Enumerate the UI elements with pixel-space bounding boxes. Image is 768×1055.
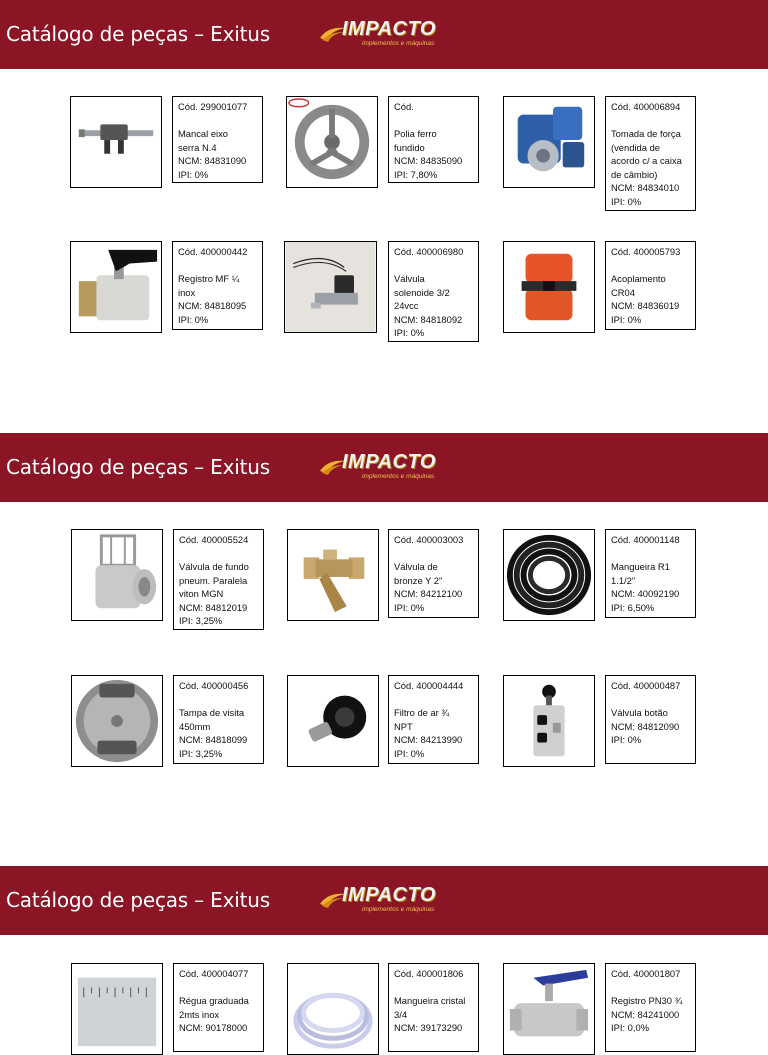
item-ncm: NCM: 84213990: [394, 734, 463, 745]
impacto-logo: IMPACTO implementos e máquinas: [318, 16, 450, 54]
item-desc: Válvula de: [394, 561, 438, 572]
item-ncm: NCM: 84834010: [611, 182, 680, 193]
item-ipi: IPI: 0%: [394, 601, 425, 613]
item-label: [173, 529, 264, 630]
catalog-page-3: [0, 866, 768, 1033]
item-code: Cód. 400006980: [394, 246, 464, 257]
item-desc: Régua graduada: [179, 995, 249, 1006]
item-desc: bronze Y 2": [394, 574, 443, 586]
item-ncm: NCM: 84831090: [178, 155, 247, 166]
item-desc: solenoide 3/2: [394, 286, 450, 298]
item-label: [605, 529, 696, 618]
item-code: Cód. 400000456: [179, 680, 249, 691]
coupling-icon: [503, 241, 595, 333]
clear-hose-icon: [287, 963, 379, 1055]
item-ipi: IPI: 0%: [611, 195, 642, 207]
item-label: [173, 963, 264, 1052]
ruler-icon: [71, 963, 163, 1055]
item-ipi: IPI: 0%: [611, 313, 642, 325]
push-button-valve-icon: [503, 675, 595, 767]
banner-title: Catálogo de peças – Exitus: [6, 455, 270, 479]
item-label: [172, 241, 263, 330]
item-code: Cód. 400001807: [611, 968, 681, 979]
item-code: Cód.: [394, 101, 414, 112]
item-code: Cód. 400001148: [611, 534, 680, 545]
item-ipi: IPI: 0%: [394, 747, 425, 759]
item-label: [605, 963, 696, 1052]
item-ncm: NCM: 40092190: [611, 588, 680, 599]
y-strainer-icon: [287, 529, 379, 621]
item-desc: Filtro de ar ¾: [394, 707, 450, 718]
catalog-page-2: [0, 433, 768, 866]
item-desc: de câmbio): [611, 168, 658, 180]
item-desc: viton MGN: [179, 588, 224, 599]
manhole-cover-icon: [71, 675, 163, 767]
item-desc: 1.1/2": [611, 574, 636, 586]
item-ncm: NCM: 84212100: [394, 588, 463, 599]
item-desc: Válvula: [394, 273, 425, 284]
item-code: Cód. 400005793: [611, 246, 681, 257]
item-desc: Mangueira R1: [611, 561, 670, 572]
item-ipi: IPI: 3,25%: [179, 747, 223, 759]
item-label: [605, 96, 696, 211]
item-label: [388, 675, 479, 764]
item-desc: NPT: [394, 720, 413, 732]
item-ncm: NCM: 39173290: [394, 1022, 463, 1033]
item-label: [388, 96, 479, 183]
item-label: [388, 241, 479, 342]
catalog-page-1: [0, 0, 768, 433]
item-ipi: IPI: 0%: [178, 168, 209, 180]
item-desc: Tomada de força: [611, 128, 681, 139]
pulley-icon: [286, 96, 378, 188]
item-label: [605, 675, 696, 764]
item-desc: acordo c/ a caixa: [611, 155, 682, 166]
item-desc: Mancal eixo: [178, 128, 229, 139]
item-desc: serra N.4: [178, 141, 217, 153]
item-ncm: NCM: 84836019: [611, 300, 680, 311]
item-ncm: NCM: 84818095: [178, 300, 247, 311]
solenoid-valve-icon: [284, 241, 377, 333]
item-desc: Válvula botão: [611, 707, 668, 718]
item-label: [388, 963, 479, 1052]
item-desc: 3/4: [394, 1008, 408, 1020]
item-label: [605, 241, 696, 330]
bottom-valve-icon: [71, 529, 163, 621]
air-filter-icon: [287, 675, 379, 767]
item-code: Cód. 400004077: [179, 968, 249, 979]
item-desc: (vendida de: [611, 141, 660, 153]
item-desc: Acoplamento: [611, 273, 666, 284]
item-ncm: NCM: 84818092: [394, 313, 463, 325]
item-code: Cód. 400000487: [611, 680, 681, 691]
item-desc: inox: [178, 286, 196, 298]
item-code: Cód. 299001077: [178, 101, 248, 112]
item-ncm: NCM: 84818099: [179, 734, 248, 745]
item-ipi: IPI: 0,0%: [611, 1022, 650, 1033]
item-code: Cód. 400005524: [179, 534, 249, 545]
item-ipi: IPI: 3,25%: [179, 615, 223, 626]
page-banner: [0, 433, 768, 502]
ball-valve-icon: [70, 241, 162, 333]
item-desc: 24vcc: [394, 300, 419, 311]
item-desc: Tampa de visita: [179, 707, 245, 718]
item-ipi: IPI: 0%: [178, 313, 209, 325]
item-label: [172, 96, 263, 183]
item-ncm: NCM: 84812019: [179, 601, 248, 613]
item-desc: 2mts inox: [179, 1008, 220, 1020]
item-ipi: IPI: 0%: [394, 327, 425, 338]
item-ipi: IPI: 7,80%: [394, 168, 438, 180]
power-takeoff-icon: [503, 96, 595, 188]
page-banner: [0, 0, 768, 69]
impacto-logo: IMPACTO implementos e máquinas: [318, 882, 450, 920]
item-code: Cód. 400003003: [394, 534, 464, 545]
item-code: Cód. 400004444: [394, 680, 464, 691]
banner-title: Catálogo de peças – Exitus: [6, 22, 270, 46]
item-desc: Registro PN30 ¾: [611, 995, 683, 1006]
banner-title: Catálogo de peças – Exitus: [6, 888, 270, 912]
item-code: Cód. 400001806: [394, 968, 464, 979]
item-label: [388, 529, 479, 618]
page-banner: [0, 866, 768, 935]
impacto-logo: IMPACTO implementos e máquinas: [318, 449, 450, 487]
ball-valve-blue-icon: [503, 963, 595, 1055]
item-desc: 450mm: [179, 720, 211, 732]
item-desc: Mangueira cristal: [394, 995, 466, 1006]
item-ncm: NCM: 84241000: [611, 1008, 680, 1020]
item-desc: pneum. Paralela: [179, 574, 248, 586]
item-code: Cód. 400000442: [178, 246, 248, 257]
item-desc: Polia ferro: [394, 128, 437, 139]
item-desc: Válvula de fundo: [179, 561, 249, 572]
item-ncm: NCM: 84835090: [394, 155, 463, 166]
item-ipi: IPI: 0%: [611, 734, 642, 745]
item-ipi: IPI: 6,50%: [611, 601, 655, 613]
item-ncm: NCM: 90178000: [179, 1022, 248, 1033]
bearing-shaft-icon: [70, 96, 162, 188]
hose-coil-icon: [503, 529, 595, 621]
item-ncm: NCM: 84812090: [611, 720, 680, 732]
item-desc: fundido: [394, 141, 425, 153]
item-desc: CR04: [611, 286, 635, 298]
item-label: [173, 675, 264, 764]
item-code: Cód. 400006894: [611, 101, 681, 112]
item-desc: Registro MF ¼: [178, 273, 240, 284]
